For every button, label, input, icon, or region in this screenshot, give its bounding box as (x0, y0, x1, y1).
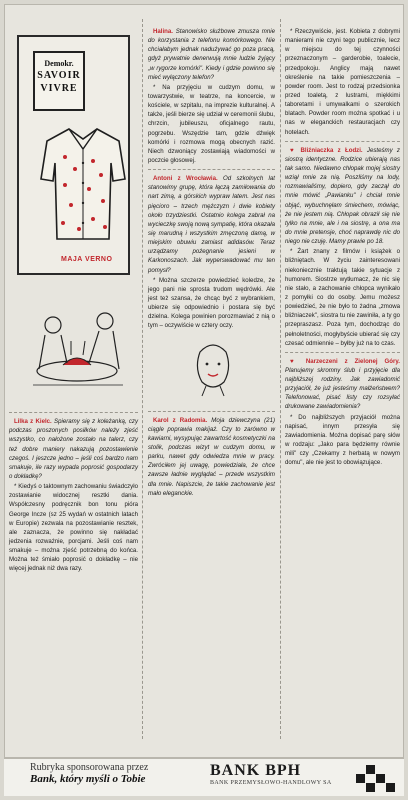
advice-column-page (4, 4, 404, 758)
sponsor-slogan: Bank, który myśli o Tobie (30, 773, 146, 785)
author-byline: MAJA VERNO (61, 255, 113, 263)
bank-full-name: BANK PRZEMYSŁOWO-HANDLOWY SA (210, 780, 332, 786)
badge-line-2: SAVOIR (37, 70, 81, 81)
answer-blizniaczka: * Żart znany z filmów i książek o bliźniętach. W życiu zainteresowani niekoniecznie traktują takie sytuacje z humorem. Siostrze wytłumacz, że nic się nie stało, a zachowanie chłopca wynikało z pomyłki co do osoby. Jemu możesz powiedzieć, że nie było to żadna „zmowa bliźniaczek", siostra tu nie zawiniła, a ty go przepraszasz. Poza tym, dochodząc do pełnoletności, mogłybyście ubierać się czy czesać odmiennie – byłby już na to czas. (285, 248, 400, 347)
section-divider (9, 412, 138, 413)
sponsor-footer (4, 758, 404, 796)
badge-line-3: VIVRE (40, 82, 78, 94)
letter-answer: Kiedyś o taktownym zachowaniu świadczyło zostawianie widocznej resztki dania. Współczesny podręcznik bon tonu pióra George Incze (sz 25 wydań w ostatnich latach w Europie) zezwala na pozostawianie resztek, ale zaznacza, że powinno się nakładać jedzenia rozważnie, porcjami. Jeśli coś nam smakuje – można zjeść potrzebną do końca. Można też śmiało poprosić o dokładkę – nie więcej jednak niż dwa razy. (9, 483, 138, 573)
column-right (281, 5, 404, 757)
section-divider (285, 141, 400, 142)
letter-question: Od szkolnych lat stanowimy grupę, która łączą zamiłowania do nart zimą, a górskich wypraw latem. Jest nas pięcioro – trzech mężczyzn i dwie kobiety około trzydziestki. Ostatnio kolega zabrał na wycieczkę swoją nową sympatię, która okazała się marudną i wszystkim zmęczoną damą, w miejskim obuwiu zamiast adidasów. Teraz urządzamy pożegnanie jesieni w Karkonoszach. Jak wyperswadować mu ten pomysł? (148, 175, 276, 274)
answer-karol: * Rzeczywiście, jest. Kobieta z dobrymi manierami nie czyni tego publicznie, lecz w miejscu do tej czynności przeznaczonym – garderobie, toalecie, przedpokoju. Anglicy mają nawet określenie na takie pomieszczenia – powder room. Jest to rodzaj przedsionka przed toaletą, z lustrami, miękkimi taboretami i umywalkami o szerokich blatach. Powder room można spotkać i u nas w eleganckich restauracjach czy hotelach. (285, 28, 400, 136)
letter-name: Narzeczeni z Zielonej Góry. (305, 357, 400, 365)
letter-name: Karol z Radomia. (153, 416, 208, 424)
answer-narzeczeni: * Do najbliższych przyjaciół można napisać, innym przesyła się zawiadomienia. Można dopisać parę słów w rodzaju: „Jako para będziemy równie mili" czy „Czekamy z herbatą w nowym domu", ale nie jest to obowiązujące. (285, 413, 400, 467)
letter-name: Halina. (153, 28, 173, 35)
letter-answer: Żart znany z filmów i książek o bliźniętach. W życiu zainteresowani niekoniecznie traktują takie sytuacje z humorem. Siostrze wytłumacz, że nic się nie stało, a zachowanie chłopca wynikało z pomyłki co do osoby. Jemu możesz powiedzieć, że nie było to żadna „zmowa bliźniaczek", siostra tu nie zawiniła, a ty go przepraszasz. Poza tym, dochodząc do pełnoletności, mogłybyście ubierać się czy czesać odmiennie – byłby już na to czas. (285, 248, 400, 347)
column-title-badge (33, 51, 85, 111)
bank-name: BANK BPH (210, 762, 302, 779)
dinner-illustration-icon (23, 285, 133, 405)
letter-name: Antoni z Wrocławia. (153, 175, 218, 183)
badge-line-1: Demokr. (44, 59, 74, 68)
shirt-illustration-icon (39, 123, 127, 243)
letter-name: Lilka z Kielc. (14, 418, 52, 426)
answer-halina: * Na przyjęciu w cudzym domu, w towarzystwie, w teatrze, na koncercie, w kościele, w szpitalu, na imprezie kulturalnej. A także, jeśli bierze się udział w ceremonii ślubu, chrzcin, jubileuszu, oficjalnego rautu, pogrzebu. Wszędzie tam, gdzie dźwięk komórki i rozmowa mogą obecnych razić. Niech dzwoniący zostawiają wiadomości w poczcie głosowej. (148, 83, 275, 164)
section-divider (148, 411, 275, 412)
column-left (5, 5, 142, 757)
letter-question: Planujemy skromny ślub i przyjęcie dla najbliższej rodziny. Jak zawiadomić przyjaciół, że już jesteśmy małżeństwem? Telefonować, pisać listy czy rozsyłać drukowane zawiadomienia? (285, 366, 400, 411)
face-illustration-icon (188, 338, 238, 398)
answer-antoni: * Można szczerze powiedzieć koledze, że jego pani nie sprosta trudom wędrówki. Ale jest też szansa, że chcąc być z wybrankiem, ubierze się odpowiednio i postara się być dzielna. Kolega powinien porozmawiać z nią o tym – oczywiście w cztery oczy. (148, 276, 275, 330)
answer-lilka: * Kiedyś o taktownym zachowaniu świadczyło zostawianie widocznej resztki dania. Współczesny podręcznik bon tonu pióra George Incze (sz 25 wydań w ostatnich latach w Europie) zezwala na pozostawianie resztek, ale zaznacza, że powinno się nakładać jedzenia rozważnie, porcjami. Jeśli coś nam smakuje – można zjeść potrzebną do końca. Można też śmiało poprosić o dokładkę – nie więcej jednak niż dwa razy. (9, 483, 138, 573)
letter-lilka (9, 417, 138, 481)
letter-narzeczeni (285, 357, 400, 412)
letter-question: Moja dziewczyna (21) ciągle poprawia makijaż. Czy to zarówno w kawiarni, wysypując zawartość kosmetyczki na stolik, podczas wizyt w cudzym domu, w parku, nawet gdy odwiedza mnie w pracy. Zwróciłem jej uwagę, powiedziała, że chce zawsze ładnie wyglądać – przede wszystkim dla mnie. Napiszcie, że takie zachowanie jest mało eleganckie. (148, 416, 275, 497)
letter-name: Bliźniaczka z Łodzi. (300, 146, 363, 154)
column-divider (142, 19, 143, 739)
title-illustration (17, 35, 130, 275)
letter-question: Jesteśmy z siostrą identyczne. Rodzice ubierają nas tak samo. Niedawno chłopak mojej siostry wziął mnie za nią. Poszliśmy na lody, rozmawialiśmy, dopiero, gdy zaczął do mnie mówić „Pawianku" i chciał mnie objąć, wybuchnęłam śmiechem, mówiąc, że nie jestem nią. Chłopak obraził się nie tylko na mnie, ale i na siostrę, a ona ma do mnie pretensje, choć naprawdę nic do niego nie czuję. Mamy prawie po 18. (285, 146, 400, 246)
section-divider (148, 169, 275, 170)
bph-logo-icon (348, 763, 396, 793)
heart-icon: ♥ (290, 357, 299, 365)
letter-karol (148, 416, 275, 498)
letter-answer: Można szczerze powiedzieć koledze, że jego pani nie sprosta trudom wędrówki. Ale jest też szansa, że chcąc być z wybrankiem, ubierze się odpowiednio i postara się być dzielna. Kolega powinien porozmawiać z nią o tym – oczywiście w cztery oczy. (148, 276, 275, 330)
letter-answer: Rzeczywiście, jest. Kobieta z dobrymi manierami nie czyni tego publicznie, lecz w miejscu do tej czynności przeznaczonym – garderobie, toalecie, przedpokoju. Anglicy mają nawet określenie na takie pomieszczenia – powder room. Jest to rodzaj przedsionka przed toaletą, z lustrami, miękkimi taboretami i umywalkami o szerokich blatach. Powder room można spotkać i u nas w eleganckich restauracjach czy hotelach. (285, 28, 400, 136)
letter-question: Stanowisko służbowe zmusza mnie do korzystania z telefonu komórkowego. Nie chciałabym jednak nadużywać go poza pracą, gdyż prywatnie denerwują mnie ludzie żyjący „w rygorze komórki". Kiedy i gdzie powinno się mieć wyłączony telefon? (148, 28, 275, 81)
column-middle (144, 5, 279, 757)
letter-antoni (148, 174, 275, 275)
letter-blizniaczka (285, 146, 400, 247)
letter-halina (148, 27, 275, 82)
letter-answer: Na przyjęciu w cudzym domu, w towarzystwie, w teatrze, na koncercie, w kościele, w szpitalu, na imprezie kulturalnej. A także, jeśli bierze się udział w ceremonii ślubu, chrzcin, jubileuszu, oficjalnego rautu, pogrzebu. Wszędzie tam, gdzie dźwięk komórki i rozmowa mogą obecnych razić. Niech dzwoniący zostawiają wiadomości w poczcie głosowej. (148, 83, 275, 164)
sponsor-text (30, 762, 148, 785)
sponsor-line-1: Rubryka sponsorowana przez (30, 762, 149, 773)
section-divider (285, 352, 400, 353)
heart-icon: ♥ (290, 146, 297, 154)
letter-question: Spieramy się z koleżanką, czy podczas proszonych posiłków należy zjeść wszystko, co nałożone zostało na talerz, czy też dobre maniery nakazują pozostawienie czegoś. I jeszcze jedno – jeśli coś bardzo nam smakuje, ile razy wypada poprosić gospodarzy o dokładkę? (9, 418, 138, 480)
bank-wordmark (210, 762, 332, 786)
letter-answer: Do najbliższych przyjaciół można napisać, innym przesyła się zawiadomienia. Można dopisać parę słów w rodzaju: „Jako para będziemy równie mili" czy „Czekamy z herbatą w nowym domu", ale nie jest to obowiązujące. (285, 413, 400, 467)
